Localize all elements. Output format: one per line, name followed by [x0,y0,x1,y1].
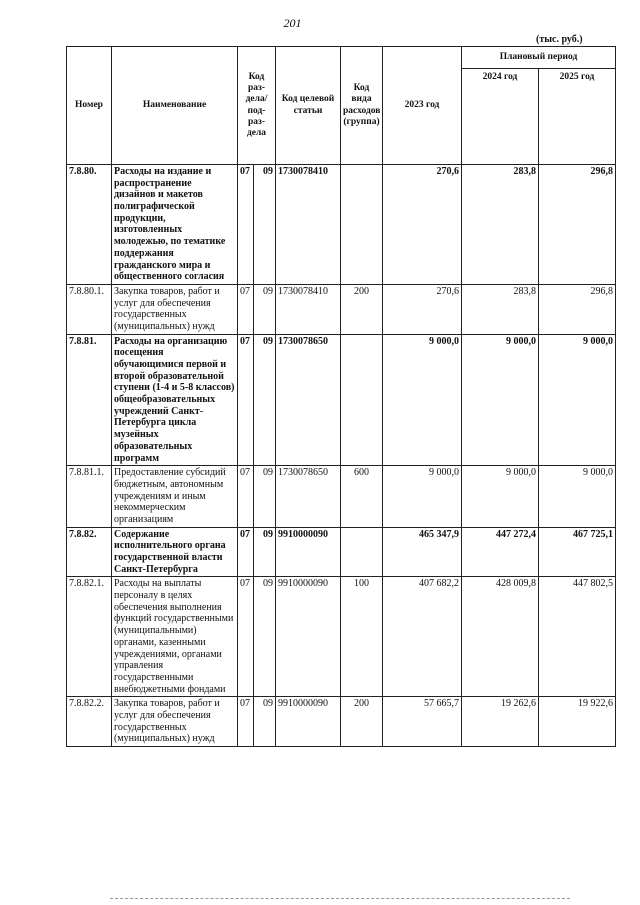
table-row [67,334,616,466]
header-section-code: Код раз-дела/ под-раз-дела [238,47,276,165]
row-target-code: 1730078650 [276,466,341,527]
row-amount-2025: 9 000,0 [539,466,616,527]
row-name: Закупка товаров, работ и услуг для обеспечения государственных (муниципальных) нужд [112,284,238,334]
row-number: 7.8.81.1. [67,466,112,527]
row-expense-code: 200 [341,284,383,334]
units-note: (тыс. руб.) [536,34,583,45]
table-row [67,165,616,285]
row-name: Закупка товаров, работ и услуг для обеспечения государственных (муниципальных) нужд [112,697,238,747]
table-row [67,466,616,527]
row-amount-2024: 9 000,0 [462,466,539,527]
row-expense-code [341,334,383,466]
row-number: 7.8.80.1. [67,284,112,334]
row-amount-2025: 447 802,5 [539,577,616,697]
row-target-code: 1730078410 [276,284,341,334]
row-expense-code [341,165,383,285]
header-2025: 2025 год [539,69,616,165]
row-name: Предоставление субсидий бюджетным, автономным учреждениям и иным некоммерческим организациям [112,466,238,527]
budget-table [66,46,616,747]
header-2024: 2024 год [462,69,539,165]
row-name: Содержание исполнительного органа государственной власти Санкт-Петербурга [112,527,238,577]
row-amount-2025: 19 922,6 [539,697,616,747]
row-subsection: 09 [254,577,276,697]
row-amount-2024: 283,8 [462,284,539,334]
row-number: 7.8.81. [67,334,112,466]
row-amount-2023: 9 000,0 [383,466,462,527]
row-subsection: 09 [254,165,276,285]
row-amount-2023: 407 682,2 [383,577,462,697]
row-target-code: 1730078410 [276,165,341,285]
row-target-code: 1730078650 [276,334,341,466]
row-target-code: 9910000090 [276,697,341,747]
table-row [67,284,616,334]
row-number: 7.8.82. [67,527,112,577]
header-number: Номер [67,47,112,165]
row-amount-2024: 283,8 [462,165,539,285]
row-subsection: 09 [254,697,276,747]
row-number: 7.8.82.2. [67,697,112,747]
row-subsection: 09 [254,527,276,577]
row-amount-2024: 19 262,6 [462,697,539,747]
row-amount-2023: 270,6 [383,284,462,334]
row-amount-2024: 428 009,8 [462,577,539,697]
row-section: 07 [238,466,254,527]
row-section: 07 [238,697,254,747]
row-expense-code: 600 [341,466,383,527]
row-amount-2024: 447 272,4 [462,527,539,577]
row-amount-2023: 9 000,0 [383,334,462,466]
row-subsection: 09 [254,334,276,466]
row-subsection: 09 [254,466,276,527]
table-row [67,527,616,577]
row-number: 7.8.80. [67,165,112,285]
row-section: 07 [238,527,254,577]
row-amount-2023: 270,6 [383,165,462,285]
row-number: 7.8.82.1. [67,577,112,697]
row-expense-code: 100 [341,577,383,697]
page-number: 201 [283,16,302,30]
row-section: 07 [238,334,254,466]
header-name: Наименование [112,47,238,165]
row-expense-code [341,527,383,577]
header-expense-code: Код вида расходов (группа) [341,47,383,165]
row-name: Расходы на издание и распространение дизайнов и макетов полиграфической продукции, изготовленных молодежью, по тематике поддержания гражданского мира и общественного согласия [112,165,238,285]
row-subsection: 09 [254,284,276,334]
header-target-code: Код целевой статьи [276,47,341,165]
row-target-code: 9910000090 [276,527,341,577]
row-amount-2023: 465 347,9 [383,527,462,577]
header-2023: 2023 год [383,47,462,165]
row-name: Расходы на организацию посещения обучающимися первой и второй образовательной ступени (1-4 и 5-8 классов) общеобразовательных учреждений Санкт-Петербурга цикла музейных образовательных программ [112,334,238,466]
bottom-rule [110,898,570,899]
row-amount-2025: 9 000,0 [539,334,616,466]
row-amount-2023: 57 665,7 [383,697,462,747]
row-amount-2025: 296,8 [539,165,616,285]
row-section: 07 [238,577,254,697]
row-amount-2025: 467 725,1 [539,527,616,577]
row-section: 07 [238,165,254,285]
row-section: 07 [238,284,254,334]
row-name: Расходы на выплаты персоналу в целях обеспечения выполнения функций государственными (муниципальными) органами, казенными учреждениями, органами управления государственными внебюджетными фондами [112,577,238,697]
header-planned-period: Плановый период [462,47,616,69]
table-row [67,577,616,697]
row-target-code: 9910000090 [276,577,341,697]
row-expense-code: 200 [341,697,383,747]
table-row [67,697,616,747]
row-amount-2024: 9 000,0 [462,334,539,466]
row-amount-2025: 296,8 [539,284,616,334]
